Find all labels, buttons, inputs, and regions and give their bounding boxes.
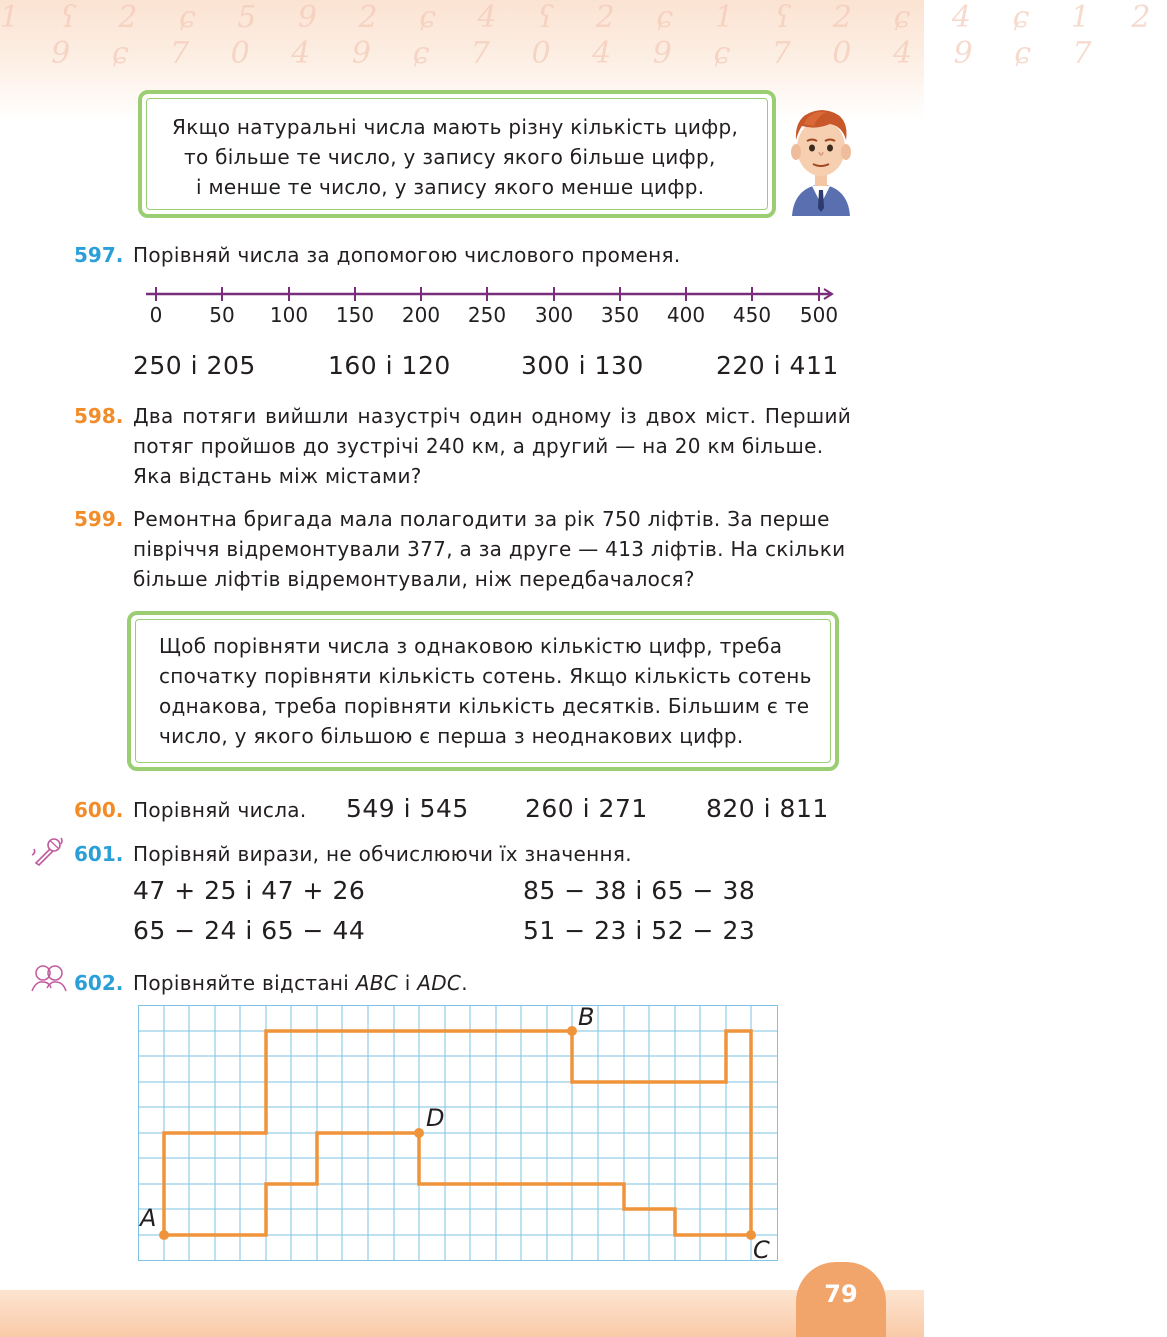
task602-prefix: Порівняйте відстані xyxy=(133,971,356,995)
point-b-marker xyxy=(567,1026,577,1036)
task-number-599: 599. xyxy=(74,507,124,531)
task597-text: Порівняй числа за допомогою числового променя. xyxy=(133,243,681,267)
task601-text: Порівняй вирази, не обчислюючи їх значення. xyxy=(133,842,632,866)
ray-tick-label: 200 xyxy=(401,303,441,327)
ray-tick-label: 150 xyxy=(335,303,375,327)
microphone-icon xyxy=(30,835,64,867)
task600-text: Порівняй числа. xyxy=(133,798,307,822)
route-grid xyxy=(138,1005,778,1261)
route-abc: ABC xyxy=(355,971,399,995)
ray-tick-label: 400 xyxy=(666,303,706,327)
point-a-marker xyxy=(159,1230,169,1240)
rule2-line-4: число, у якого більшою є перша з неоднакових цифр. xyxy=(159,724,744,748)
task602-text xyxy=(133,968,468,998)
point-label-a: A xyxy=(140,1204,157,1232)
ray-tick-label: 50 xyxy=(209,303,235,327)
task598-line-1: Два потяги вийшли назустріч один одному із двох міст. Перший xyxy=(133,404,852,428)
task-number-600: 600. xyxy=(74,798,124,822)
ray-tick-label: 100 xyxy=(269,303,309,327)
point-label-c: C xyxy=(753,1236,770,1264)
ray-tick-label: 500 xyxy=(799,303,839,327)
task-number-598: 598. xyxy=(74,404,124,428)
compare-pair: 300 і 130 xyxy=(521,351,644,380)
ray-tick-label: 0 xyxy=(149,303,163,327)
point-label-d: D xyxy=(426,1104,445,1132)
ray-tick-label: 250 xyxy=(467,303,507,327)
pair-work-icon xyxy=(30,962,68,994)
point-label-b: B xyxy=(578,1003,595,1031)
expression-pair: 85 − 38 і 65 − 38 xyxy=(523,876,756,905)
compare-pair: 820 і 811 xyxy=(706,794,829,823)
route-adc: ADC xyxy=(417,971,462,995)
task599-line-3: більше ліфтів відремонтували, ніж передбачалося? xyxy=(133,567,695,591)
rule2-line-1: Щоб порівняти числа з однаковою кількістю цифр, треба xyxy=(159,634,783,658)
expression-pair: 47 + 25 і 47 + 26 xyxy=(133,876,366,905)
decorative-digits: 1 ʕ 2 ɕ 5 9 2 ɕ 4 ʕ 2 ɕ 1 ʕ 2 ɕ 4 ɕ 1 2 9 ɕ 7 0 4 9 ɕ 7 0 4 9 ɕ 7 0 4 9 ɕ 7 xyxy=(0,0,1167,71)
task602-and: і xyxy=(398,971,418,995)
task598-line-2: потяг пройшов до зустрічі 240 км, а другий — на 20 км більше. xyxy=(133,434,824,458)
rule1-line-3: і менше те число, у запису якого менше цифр. xyxy=(196,175,705,199)
rule2-line-2: спочатку порівняти кількість сотень. Якщо кількість сотень xyxy=(159,664,812,688)
boy-character-icon xyxy=(786,104,856,216)
rule1-line-2: то більше те число, у запису якого більше цифр, xyxy=(184,145,716,169)
rule1-line-1: Якщо натуральні числа мають різну кількість цифр, xyxy=(172,115,739,139)
compare-pair: 549 і 545 xyxy=(346,794,469,823)
expression-pair: 51 − 23 і 52 − 23 xyxy=(523,916,756,945)
ray-tick-label: 300 xyxy=(534,303,574,327)
point-d-marker xyxy=(414,1128,424,1138)
compare-pair: 250 і 205 xyxy=(133,351,256,380)
ray-tick-label: 350 xyxy=(600,303,640,327)
task598-line-3: Яка відстань між містами? xyxy=(133,464,422,488)
expression-pair: 65 − 24 і 65 − 44 xyxy=(133,916,366,945)
task599-line-1: Ремонтна бригада мала полагодити за рік 750 ліфтів. За перше xyxy=(133,507,830,531)
page-footer-band xyxy=(0,1290,924,1337)
task602-dot: . xyxy=(461,971,468,995)
ray-tick-label: 450 xyxy=(732,303,772,327)
task-number-601: 601. xyxy=(74,842,124,866)
compare-pair: 260 і 271 xyxy=(525,794,648,823)
task-number-597: 597. xyxy=(74,243,124,267)
page-number: 79 xyxy=(824,1280,858,1308)
compare-pair: 220 і 411 xyxy=(716,351,839,380)
compare-pair: 160 і 120 xyxy=(328,351,451,380)
rule2-line-3: однакова, треба порівняти кількість десятків. Більшим є те xyxy=(159,694,810,718)
task599-line-2: півріччя відремонтували 377, а за друге — 413 ліфтів. На скільки xyxy=(133,537,846,561)
task-number-602: 602. xyxy=(74,971,124,995)
